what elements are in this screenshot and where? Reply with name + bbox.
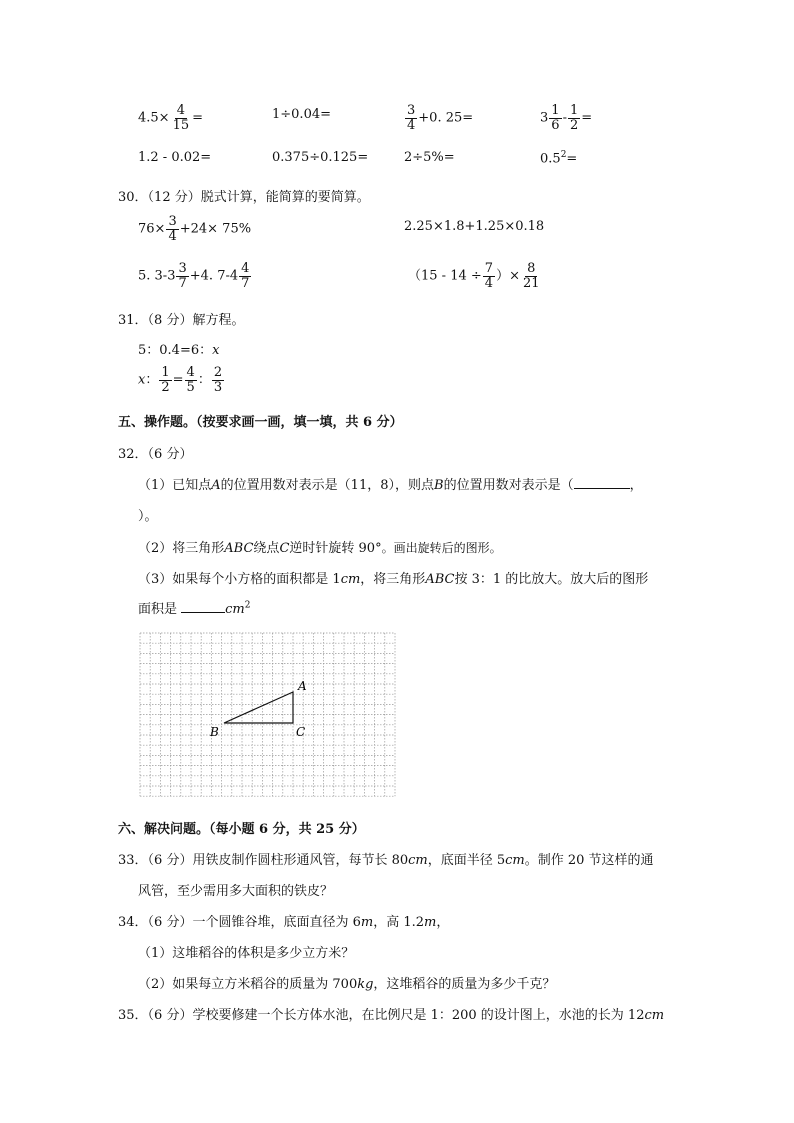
oral-r2c4: $0.5^2=$: [540, 150, 578, 167]
fraction: $\frac{3}{7}$: [178, 261, 187, 291]
fraction: $\frac{4}{5}$: [186, 365, 195, 395]
oral-r1c2: 1÷0.04=: [272, 107, 332, 122]
answer-blank[interactable]: [181, 600, 225, 613]
oral-r1c1: [138, 104, 203, 132]
q30-a: 76× $\frac{3}{4}$ +24× 75%: [138, 214, 252, 244]
q34-part1: （1）这堆稻谷的体积是多少立方米？: [138, 946, 355, 961]
expr-text: =: [192, 110, 204, 126]
oral-r2c2: 0.375÷0.125=: [272, 150, 369, 165]
q31-a: 5：0.4=6：x: [138, 343, 220, 358]
expr-text: +0. 25=: [418, 110, 474, 126]
q30-d: （15 - 14 ÷ $\frac{7}{4}$ ）× $\frac{8}{21}$: [408, 261, 540, 291]
oral-r2c1: 1.2 - 0.02=: [138, 150, 212, 165]
fraction: $\frac{1}{2}$: [161, 365, 170, 395]
grid-svg: [138, 630, 400, 800]
q32-part2: （2）将三角形ABC绕点C逆时针旋转 90°。画出旋转后的图形。: [138, 541, 502, 556]
fraction: $\frac{1}{2}$: [569, 103, 579, 133]
q32-part1: （1）已知点A的位置用数对表示是（11，8），则点B的位置用数对表示是（ ，: [138, 478, 643, 493]
q33-line1: 33．（6 分）用铁皮制作圆柱形通风管，每节长 80cm，底面半径 5cm。制作 20 节这样的通: [118, 853, 654, 868]
expr-text: 4.5×: [138, 110, 170, 126]
fraction: $\frac{2}{3}$: [213, 365, 223, 395]
fraction: $\frac{8}{21}$: [522, 261, 540, 291]
q32-part1-end: ）。: [138, 509, 158, 524]
fraction: $\frac{3}{4}$: [168, 214, 177, 244]
fraction: $\frac{7}{4}$: [484, 261, 494, 291]
q35-line1: 35．（6 分）学校要修建一个长方体水池，在比例尺是 1：200 的设计图上，水池的长为 12cm: [118, 1008, 665, 1023]
oral-r2c3: 2÷5%=: [404, 150, 455, 165]
oral-r1c3: [404, 104, 473, 132]
answer-blank[interactable]: [574, 476, 630, 489]
grid-figure: [138, 630, 400, 800]
q31-b: x： $\frac{1}{2}$ = $\frac{4}{5}$ ： $\frac{2}{3}$: [138, 365, 223, 395]
section6-title: 六、解决问题。（每小题 6 分，共 25 分）: [118, 822, 365, 837]
q34-part2: （2）如果每立方米稻谷的质量为 700kg，这堆稻谷的质量为多少千克？: [138, 977, 556, 992]
label-b: B: [210, 725, 219, 739]
fraction: $\frac{3}{4}$: [407, 103, 416, 133]
q31-title: 31．（8 分）解方程。: [118, 313, 245, 328]
grid-lines: [140, 633, 395, 796]
fraction: $\frac{1}{6}$: [551, 103, 560, 133]
label-c: C: [296, 725, 306, 739]
fraction: $\frac{4}{7}$: [241, 261, 250, 291]
q34-line1: 34．（6 分）一个圆锥谷堆，底面直径为 6m，高 1.2m，: [118, 915, 450, 930]
q32-title: 32．（6 分）: [118, 447, 193, 462]
fraction: $\frac{4}{15}$: [172, 103, 190, 133]
q30-title: 30．（12 分）脱式计算，能简算的要简算。: [118, 190, 370, 205]
q32-part3: （3）如果每个小方格的面积都是 1cm，将三角形ABC按 3：1 的比放大。放大后的图形: [138, 572, 649, 587]
label-a: A: [298, 679, 307, 693]
section5-title: 五、操作题。（按要求画一画，填一填，共 6 分）: [118, 415, 403, 430]
q33-line2: 风管，至少需用多大面积的铁皮？: [138, 884, 334, 899]
q30-c: 5. 3-3 $\frac{3}{7}$ +4. 7-4 $\frac{4}{7}$: [138, 261, 250, 291]
oral-r1c4: 3 $\frac{1}{6}$ - $\frac{1}{2}$ =: [540, 103, 593, 133]
q30-b: 2.25×1.8+1.25×0.18: [404, 219, 545, 234]
q32-part3-answer: 面积是 $cm^2$: [138, 600, 251, 617]
